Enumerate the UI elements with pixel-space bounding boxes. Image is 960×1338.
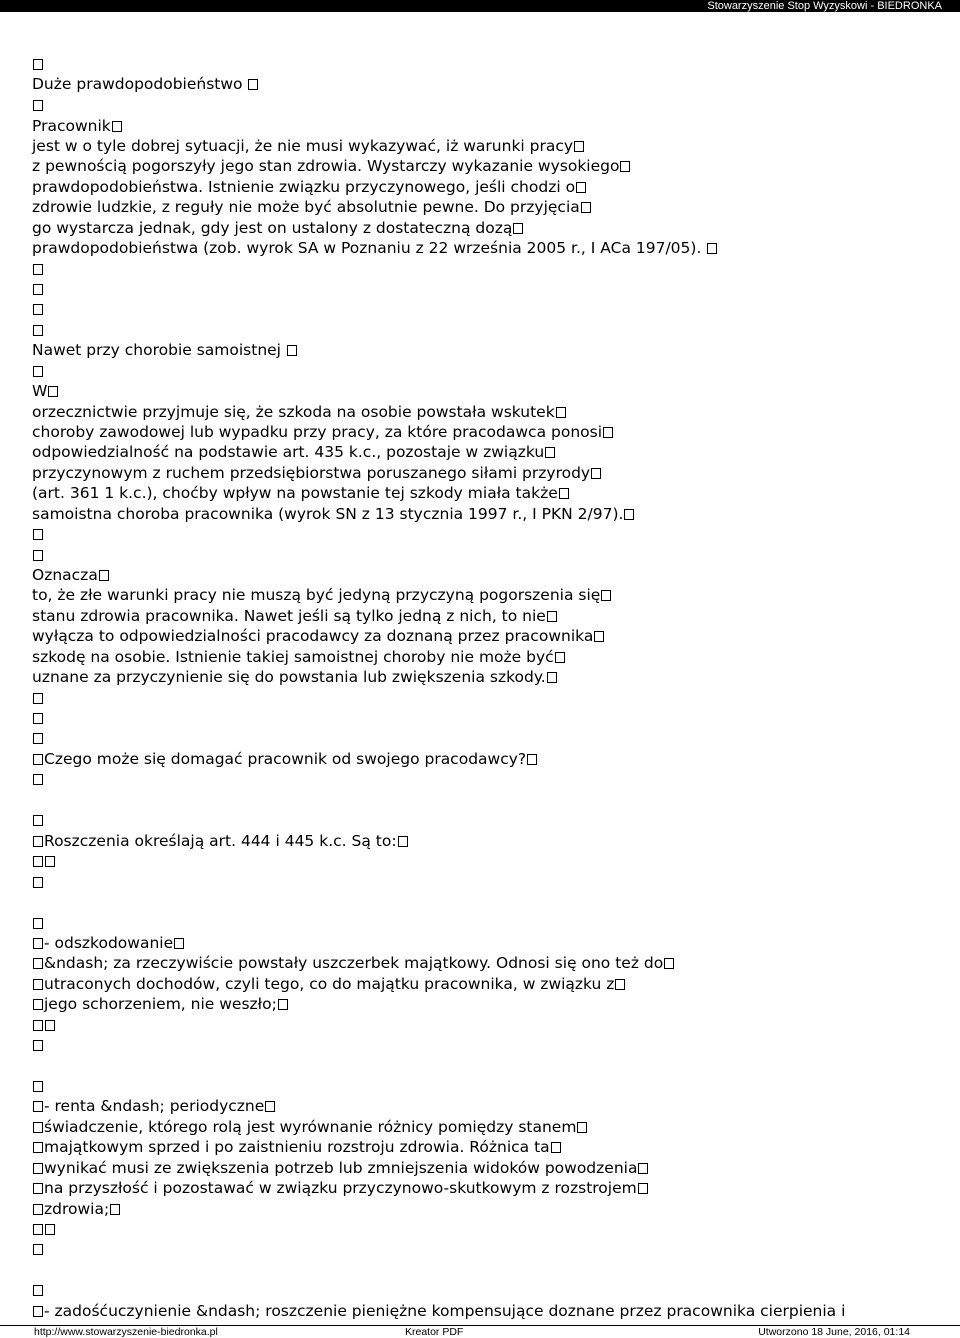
header-title: Stowarzyszenie Stop Wyzyskowi - BIEDRONKA [707, 0, 942, 12]
missing-glyph-icon [45, 856, 55, 867]
missing-glyph-icon [33, 1224, 43, 1235]
text-line: odpowiedzialność na podstawie art. 435 k.c., pozostaje w związku [32, 442, 556, 463]
missing-glyph-icon [33, 877, 43, 888]
missing-glyph-icon [33, 1020, 43, 1031]
text-line: stanu zdrowia pracownika. Nawet jeśli są tylko jedną z nich, to nie [32, 606, 558, 627]
text-line [32, 259, 44, 280]
footer-generator: Kreator PDF [405, 1326, 464, 1338]
missing-glyph-icon [33, 1040, 43, 1051]
text-line [32, 279, 44, 300]
text-line [32, 708, 44, 729]
text-line: wyłącza to odpowiedzialności pracodawcy za doznaną przez pracownika [32, 626, 605, 647]
missing-glyph-icon [559, 488, 569, 499]
missing-glyph-icon [33, 713, 43, 724]
text-line: prawdopodobieństwa (zob. wyrok SA w Poznaniu z 22 września 2005 r., I ACa 197/05). [32, 238, 718, 259]
missing-glyph-icon [581, 202, 591, 213]
missing-glyph-icon [33, 304, 43, 315]
text-line: samoistna choroba pracownika (wyrok SN z 13 stycznia 1997 r., I PKN 2/97). [32, 504, 635, 525]
missing-glyph-icon [594, 631, 604, 642]
missing-glyph-icon [513, 223, 523, 234]
text-line [32, 1015, 56, 1036]
missing-glyph-icon [33, 999, 43, 1010]
text-line [32, 95, 44, 116]
missing-glyph-icon [33, 1285, 43, 1296]
text-line [32, 769, 44, 790]
missing-glyph-icon [33, 1122, 43, 1133]
missing-glyph-icon [278, 999, 288, 1010]
text-line: orzecznictwie przyjmuje się, że szkoda na osobie powstała wskutek [32, 402, 567, 423]
text-line: Czego może się domagać pracownik od swojego pracodawcy? [32, 749, 538, 770]
missing-glyph-icon [99, 570, 109, 581]
missing-glyph-icon [287, 345, 297, 356]
missing-glyph-icon [624, 509, 634, 520]
text-line: majątkowym sprzed i po zaistnieniu rozstroju zdrowia. Różnica ta [32, 1137, 562, 1158]
text-line: Roszczenia określają art. 444 i 445 k.c. Są to: [32, 831, 409, 852]
missing-glyph-icon [33, 774, 43, 785]
missing-glyph-icon [45, 1224, 55, 1235]
text-line: choroby zawodowej lub wypadku przy pracy, za które pracodawca ponosi [32, 422, 614, 443]
missing-glyph-icon [265, 1101, 275, 1112]
text-line [32, 872, 44, 893]
missing-glyph-icon [398, 836, 408, 847]
text-line: z pewnością pogorszyły jego stan zdrowia. Wystarczy wykazanie wysokiego [32, 156, 631, 177]
text-line: prawdopodobieństwa. Istnienie związku przyczynowego, jeśli chodzi o [32, 177, 587, 198]
text-line [32, 1280, 44, 1301]
text-line: go wystarcza jednak, gdy jest on ustalony z dostateczną dozą [32, 218, 524, 239]
text-line [32, 524, 44, 545]
missing-glyph-icon [547, 672, 557, 683]
text-line: Pracownik [32, 116, 123, 137]
missing-glyph-icon [638, 1163, 648, 1174]
text-line [32, 54, 44, 75]
missing-glyph-icon [33, 938, 43, 949]
missing-glyph-icon [33, 815, 43, 826]
missing-glyph-icon [33, 264, 43, 275]
text-line [32, 851, 56, 872]
text-line [32, 810, 44, 831]
missing-glyph-icon [33, 1183, 43, 1194]
missing-glyph-icon [33, 284, 43, 295]
missing-glyph-icon [33, 366, 43, 377]
missing-glyph-icon [33, 856, 43, 867]
missing-glyph-icon [33, 1204, 43, 1215]
missing-glyph-icon [603, 427, 613, 438]
text-line [32, 1076, 44, 1097]
text-line: - renta &ndash; periodyczne [32, 1096, 276, 1117]
missing-glyph-icon [551, 1142, 561, 1153]
text-line [32, 1219, 56, 1240]
missing-glyph-icon [33, 1081, 43, 1092]
missing-glyph-icon [45, 1020, 55, 1031]
missing-glyph-icon [33, 1142, 43, 1153]
text-line: jest w o tyle dobrej sytuacji, że nie musi wykazywać, iż warunki pracy [32, 136, 585, 157]
text-line: utraconych dochodów, czyli tego, co do majątku pracownika, w związku z [32, 974, 626, 995]
missing-glyph-icon [33, 693, 43, 704]
missing-glyph-icon [576, 182, 586, 193]
missing-glyph-icon [664, 958, 674, 969]
missing-glyph-icon [33, 1101, 43, 1112]
text-line: Oznacza [32, 565, 110, 586]
text-line [32, 728, 44, 749]
text-line: zdrowie ludzkie, z reguły nie może być absolutnie pewne. Do przyjęcia [32, 197, 592, 218]
missing-glyph-icon [248, 79, 258, 90]
text-line: (art. 361 1 k.c.), choćby wpływ na powstanie tej szkody miała także [32, 483, 570, 504]
text-line: Duże prawdopodobieństwo [32, 74, 259, 95]
text-line: - zadośćuczynienie &ndash; roszczenie pieniężne kompensujące doznane przez pracownika cierpienia i [32, 1301, 845, 1322]
missing-glyph-icon [174, 938, 184, 949]
text-line [32, 688, 44, 709]
missing-glyph-icon [110, 1204, 120, 1215]
text-line: uznane za przyczynienie się do powstania lub zwiększenia szkody. [32, 667, 558, 688]
text-line: świadczenie, którego rolą jest wyrównanie różnicy pomiędzy stanem [32, 1117, 588, 1138]
missing-glyph-icon [33, 1306, 43, 1317]
text-line [32, 1035, 44, 1056]
text-line [32, 299, 44, 320]
missing-glyph-icon [33, 550, 43, 561]
missing-glyph-icon [33, 100, 43, 111]
header-bar [0, 0, 960, 12]
missing-glyph-icon [33, 529, 43, 540]
missing-glyph-icon [707, 243, 717, 254]
text-line: jego schorzeniem, nie weszło; [32, 994, 289, 1015]
text-line [32, 1239, 44, 1260]
missing-glyph-icon [620, 161, 630, 172]
text-line: to, że złe warunki pracy nie muszą być jedyną przyczyną pogorszenia się [32, 585, 612, 606]
missing-glyph-icon [33, 1163, 43, 1174]
missing-glyph-icon [577, 1122, 587, 1133]
missing-glyph-icon [615, 979, 625, 990]
missing-glyph-icon [556, 407, 566, 418]
missing-glyph-icon [547, 611, 557, 622]
text-line: zdrowia; [32, 1199, 121, 1220]
missing-glyph-icon [601, 590, 611, 601]
text-line: W [32, 381, 59, 402]
missing-glyph-icon [33, 325, 43, 336]
text-line [32, 913, 44, 934]
footer-url[interactable]: http://www.stowarzyszenie-biedronka.pl [34, 1326, 218, 1338]
text-line: - odszkodowanie [32, 933, 185, 954]
missing-glyph-icon [33, 836, 43, 847]
footer-created-date: Utworzono 18 June, 2016, 01:14 [758, 1326, 910, 1338]
missing-glyph-icon [33, 754, 43, 765]
text-line: szkodę na osobie. Istnienie takiej samoistnej choroby nie może być [32, 647, 566, 668]
missing-glyph-icon [545, 447, 555, 458]
missing-glyph-icon [33, 733, 43, 744]
missing-glyph-icon [33, 1244, 43, 1255]
text-line: Nawet przy chorobie samoistnej [32, 340, 298, 361]
text-line [32, 545, 44, 566]
text-line: wynikać musi ze zwiększenia potrzeb lub zmniejszenia widoków powodzenia [32, 1158, 649, 1179]
text-line: przyczynowym z ruchem przedsiębiorstwa poruszanego siłami przyrody [32, 463, 602, 484]
missing-glyph-icon [33, 59, 43, 70]
footer-bar [0, 1325, 960, 1338]
missing-glyph-icon [638, 1183, 648, 1194]
missing-glyph-icon [112, 121, 122, 132]
text-line [32, 361, 44, 382]
missing-glyph-icon [33, 979, 43, 990]
missing-glyph-icon [33, 958, 43, 969]
missing-glyph-icon [574, 141, 584, 152]
missing-glyph-icon [48, 386, 58, 397]
text-line: na przyszłość i pozostawać w związku przyczynowo-skutkowym z rozstrojem [32, 1178, 649, 1199]
missing-glyph-icon [527, 754, 537, 765]
text-line: &ndash; za rzeczywiście powstały uszczerbek majątkowy. Odnosi się ono też do [32, 953, 675, 974]
text-line [32, 320, 44, 341]
missing-glyph-icon [555, 652, 565, 663]
missing-glyph-icon [591, 468, 601, 479]
missing-glyph-icon [33, 918, 43, 929]
